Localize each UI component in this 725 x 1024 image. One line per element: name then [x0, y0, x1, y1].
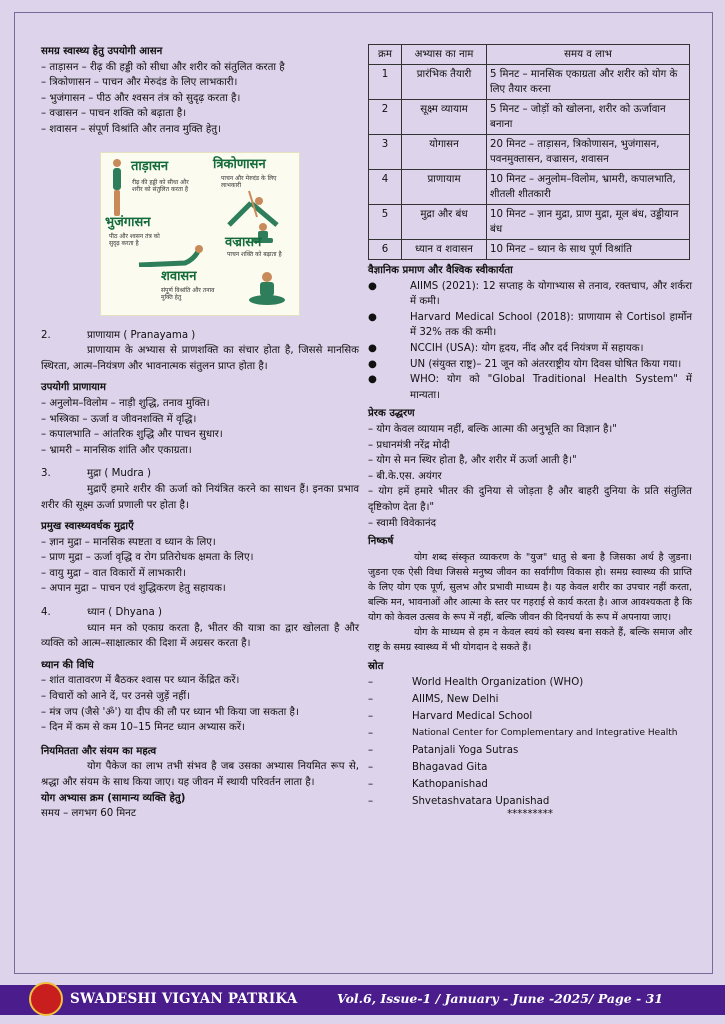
table-row [369, 240, 690, 260]
source-item: – World Health Organization (WHO) [368, 677, 584, 689]
journal-name: SWADESHI VIGYAN PATRIKA [70, 991, 298, 1007]
source-item: – Shvetashvatara Upanishad [368, 796, 550, 808]
asana-heading: समग्र स्वास्थ्य हेतु उपयोगी आसन [41, 46, 163, 57]
shavasana-label: शवासन [161, 268, 197, 284]
table-cell: 10 मिनट – ध्यान के साथ पूर्ण विश्रांति [487, 240, 690, 260]
footer-bar [0, 985, 725, 1015]
evidence-item: ● Harvard Medical School (2018): प्राणायाम से Cortisol हार्मोन में 32% तक की कमी। [368, 310, 692, 341]
table-cell: 2 [369, 100, 402, 135]
quote-author: – स्वामी विवेकानंद [368, 517, 437, 529]
trikonasana-label: त्रिकोणासन [213, 156, 266, 172]
dhyana-item: – मंत्र जप (जैसे 'ॐ') या दीप की लौ पर ध्यान भी किया जा सकता है। [41, 706, 299, 718]
schedule-time: समय – लगभग 60 मिनट [41, 808, 136, 820]
mudra-item: – ज्ञान मुद्रा – मानसिक स्पष्टता व ध्यान के लिए। [41, 536, 216, 548]
quote-line: – योग केवल व्यायाम नहीं, बल्कि आत्मा की अनुभूति का विज्ञान है।" [368, 423, 617, 435]
conclusion-heading: निष्कर्ष [368, 536, 394, 548]
evidence-item: ● AIIMS (2021): 12 सप्ताह के योगाभ्यास से तनाव, रक्तचाप, और शर्करा में कमी। [368, 279, 692, 310]
table-cell: 5 मिनट – जोड़ों को खोलना, शरीर को ऊर्जावान बनाना [487, 100, 690, 135]
pranayama-item: – भस्त्रिका – ऊर्जा व जीवनशक्ति में वृद्धि। [41, 413, 197, 425]
quote-author: – बी.के.एस. अयंगर [368, 470, 442, 482]
left-column [41, 44, 359, 822]
bullet-icon: ● [368, 342, 377, 354]
asana-item: – भुजंगासन – पीठ और श्वसन तंत्र को सुदृढ़ करता है। [41, 92, 241, 104]
vajrasana-label: वज्रासन [225, 234, 262, 250]
evidence-item: ● NCCIH (USA): योग हृदय, नींद और दर्द नियंत्रण में सहायक। [368, 341, 692, 357]
table-header: समय व लाभ [487, 45, 690, 65]
table-row [369, 205, 690, 240]
tadasana-figure-icon [107, 157, 127, 219]
dhyana-title-row [41, 605, 359, 621]
practice-schedule-table [368, 44, 690, 260]
table-cell: 6 [369, 240, 402, 260]
table-row [369, 170, 690, 205]
meditation-figure-icon [247, 271, 287, 307]
table-cell: 20 मिनट – ताड़ासन, त्रिकोणासन, भुजंगासन, पवनमुक्तासन, वज्रासन, शवासन [487, 135, 690, 170]
discipline-body: योग पैकेज का लाभ तभी संभव है जब उसका अभ्यास नियमित रूप से, श्रद्धा और संयम के साथ किया जाए। यह जीवन में स्थायी परिवर्तन लाता है। [41, 761, 359, 788]
table-cell: प्रारंभिक तैयारी [402, 65, 487, 100]
schedule-heading: योग अभ्यास क्रम (सामान्य व्यक्ति हेतु) [41, 792, 186, 804]
table-header: क्रम [369, 45, 402, 65]
source-item: – Kathopanishad [368, 779, 488, 791]
table-cell: 10 मिनट – अनुलोम–विलोम, भ्रामरी, कपालभाति, शीतली शीतकारी [487, 170, 690, 205]
dhyana-body: ध्यान मन को एकाग्र करता है, भीतर की यात्रा का द्वार खोलता है और व्यक्ति को आत्म–साक्षात्कार की दिशा में अग्रसर करता है। [41, 622, 359, 650]
yoga-poses-illustration [100, 152, 300, 316]
bhujangasana-caption: पीठ और श्वसन तंत्र को सुदृढ़ करता है [109, 232, 160, 247]
evidence-item: ● UN (संयुक्त राष्ट्र)– 21 जून को अंतरराष्ट्रीय योग दिवस घोषित किया गया। [368, 357, 692, 373]
table-row [369, 135, 690, 170]
mudra-number: 3. [41, 468, 51, 480]
bhujangasana-label: भुजंगासन [105, 214, 151, 230]
tadasana-label: ताड़ासन [131, 158, 169, 174]
right-column [368, 44, 692, 820]
asana-item: – ताड़ासन – रीढ़ की हड्डी को सीधा और शरीर को संतुलित करता है [41, 61, 285, 73]
issue-info: Vol.6, Issue-1 / January - June -2025/ Page - 31 [337, 991, 663, 1006]
dhyana-subheading: ध्यान की विधि [41, 659, 94, 671]
trikonasana-caption: पाचन और मेरुदंड के लिए लाभकारी [221, 174, 277, 189]
asana-item: – त्रिकोणासन – पाचन और मेरुदंड के लिए लाभकारी। [41, 77, 238, 89]
quote-author: – प्रधानमंत्री नरेंद्र मोदी [368, 439, 450, 451]
source-item: – Bhagavad Gita [368, 762, 488, 774]
pranayama-number: 2. [41, 329, 51, 341]
dhyana-item: – शांत वातावरण में बैठकर श्वास पर ध्यान केंद्रित करें। [41, 675, 240, 687]
bhujangasana-figure-icon [137, 245, 207, 267]
table-cell: 10 मिनट – ज्ञान मुद्रा, प्राण मुद्रा, मूल बंध, उड्डीयान बंध [487, 205, 690, 240]
bullet-icon: ● [368, 374, 377, 386]
table-cell: योगासन [402, 135, 487, 170]
tadasana-caption: रीढ़ की हड्डी को सीधा और शरीर को संतुलित करता है [132, 178, 189, 193]
mudra-title-row [41, 466, 359, 482]
pranayama-subheading: उपयोगी प्राणायाम [41, 382, 106, 394]
table-cell: सूक्ष्म व्यायाम [402, 100, 487, 135]
table-cell: 4 [369, 170, 402, 205]
asana-item: – शवासन – संपूर्ण विश्रांति और तनाव मुक्ति हेतु। [41, 123, 221, 135]
mudra-item: – प्राण मुद्रा – ऊर्जा वृद्धि व रोग प्रतिरोधक क्षमता के लिए। [41, 552, 254, 564]
evidence-heading: वैज्ञानिक प्रमाण और वैश्विक स्वीकार्यता [368, 265, 513, 276]
source-item: – Harvard Medical School [368, 711, 533, 723]
trikonasana-figure-icon [219, 187, 289, 227]
bullet-icon: ● [368, 358, 377, 370]
shavasana-caption: संपूर्ण विश्रांति और तनाव मुक्ति हेतु [161, 286, 215, 301]
table-cell: 5 [369, 205, 402, 240]
table-header: अभ्यास का नाम [402, 45, 487, 65]
dhyana-title: ध्यान ( Dhyana ) [87, 607, 162, 619]
dhyana-item: – विचारों को आने दें, पर उनसे जुड़ें नहीं। [41, 691, 191, 703]
quote-line: – योग हमें हमारे भीतर की दुनिया से जोड़ता है और बाहरी दुनिया के प्रति संतुलित दृष्टिकोण देता है।" [368, 486, 692, 513]
end-mark: ********* [507, 809, 553, 821]
mudra-item: – अपान मुद्रा – पाचन एवं शुद्धिकरण हेतु सहायक। [41, 583, 226, 595]
bullet-icon: ● [368, 280, 377, 292]
table-header-row [369, 45, 690, 65]
sources-heading: स्रोत [368, 660, 384, 672]
pranayama-body: प्राणायाम के अभ्यास से प्राणशक्ति का संचार होता है, जिससे मानसिक स्थिरता, आत्म–नियंत्रण और भावनात्मक संतुलन प्राप्त होता है। [41, 345, 359, 372]
table-cell: मुद्रा और बंध [402, 205, 487, 240]
mudra-body: मुद्राएँ हमारे शरीर की ऊर्जा को नियंत्रित करने का साधन हैं। इनका प्रभाव शरीर की सूक्ष्म ऊर्जा प्रणाली पर होता है। [41, 483, 359, 511]
table-row [369, 100, 690, 135]
pranayama-item: – भ्रामरी – मानसिक शांति और एकाग्रता। [41, 444, 192, 456]
discipline-heading: नियमितता और संयम का महत्व [41, 745, 157, 757]
pranayama-item: – अनुलोम–विलोम – नाड़ी शुद्धि, तनाव मुक्ति। [41, 397, 210, 409]
journal-logo-icon [29, 982, 63, 1016]
table-cell: 5 मिनट – मानसिक एकाग्रता और शरीर को योग के लिए तैयार करना [487, 65, 690, 100]
mudra-item: – वायु मुद्रा – वात विकारों में लाभकारी। [41, 567, 186, 579]
vajrasana-caption: पाचन शक्ति को बढ़ाता है [227, 250, 282, 258]
table-cell: 1 [369, 65, 402, 100]
pranayama-title-row [41, 328, 359, 344]
quote-line: – योग से मन स्थिर होता है, और शरीर में ऊर्जा आती है।" [368, 455, 577, 467]
quotes-heading: प्रेरक उद्धरण [368, 408, 415, 420]
mudra-title: मुद्रा ( Mudra ) [87, 468, 151, 480]
conclusion-paragraph: योग के माध्यम से हम न केवल स्वयं को स्वस्थ बना सकते हैं, बल्कि समाज और राष्ट्र के समग्र स्वास्थ्य में भी योगदान दे सकते हैं। [368, 626, 692, 653]
pranayama-item: – कपालभाति – आंतरिक शुद्धि और पाचन सुधार। [41, 429, 223, 441]
asana-item: – वज्रासन – पाचन शक्ति को बढ़ाता है। [41, 108, 187, 120]
table-cell: प्राणायाम [402, 170, 487, 205]
pranayama-title: प्राणायाम ( Pranayama ) [87, 329, 196, 341]
conclusion-paragraph: योग शब्द संस्कृत व्याकरण के "युज" धातु से बना है जिसका अर्थ है जुडना। जुडना एक ऐसी विधा जिससे मनुष्य जीवन का सर्वांगीण विकास हो। समग्र स्वास्थ्य की प्राप्ति के लिए योग एक पूर्ण, सुलभ और प्रभावी माध्यम है। यह केवल शरीर का उपचार नहीं करता, बल्कि मन, भावनाओं और आत्मा के स्तर पर गहराई से कार्य करता है। आज आवश्यकता है कि योग को केवल उत्सव के रूप में नहीं, बल्कि जीवन की दिनचर्या के रूप में अपनाया जाए। [368, 551, 692, 623]
dhyana-number: 4. [41, 607, 51, 619]
evidence-item: ● WHO: योग को "Global Traditional Health System" में मान्यता। [368, 372, 692, 403]
table-row [369, 65, 690, 100]
table-cell: ध्यान व शवासन [402, 240, 487, 260]
dhyana-item: – दिन में कम से कम 10–15 मिनट ध्यान अभ्यास करें। [41, 722, 245, 734]
table-cell: 3 [369, 135, 402, 170]
source-item: – AIIMS, New Delhi [368, 694, 499, 706]
source-item: – National Center for Complementary and Integrative Health [368, 728, 678, 740]
bullet-icon: ● [368, 311, 377, 323]
mudra-subheading: प्रमुख स्वास्थ्यवर्धक मुद्राएँ [41, 521, 134, 533]
source-item: – Patanjali Yoga Sutras [368, 745, 519, 757]
